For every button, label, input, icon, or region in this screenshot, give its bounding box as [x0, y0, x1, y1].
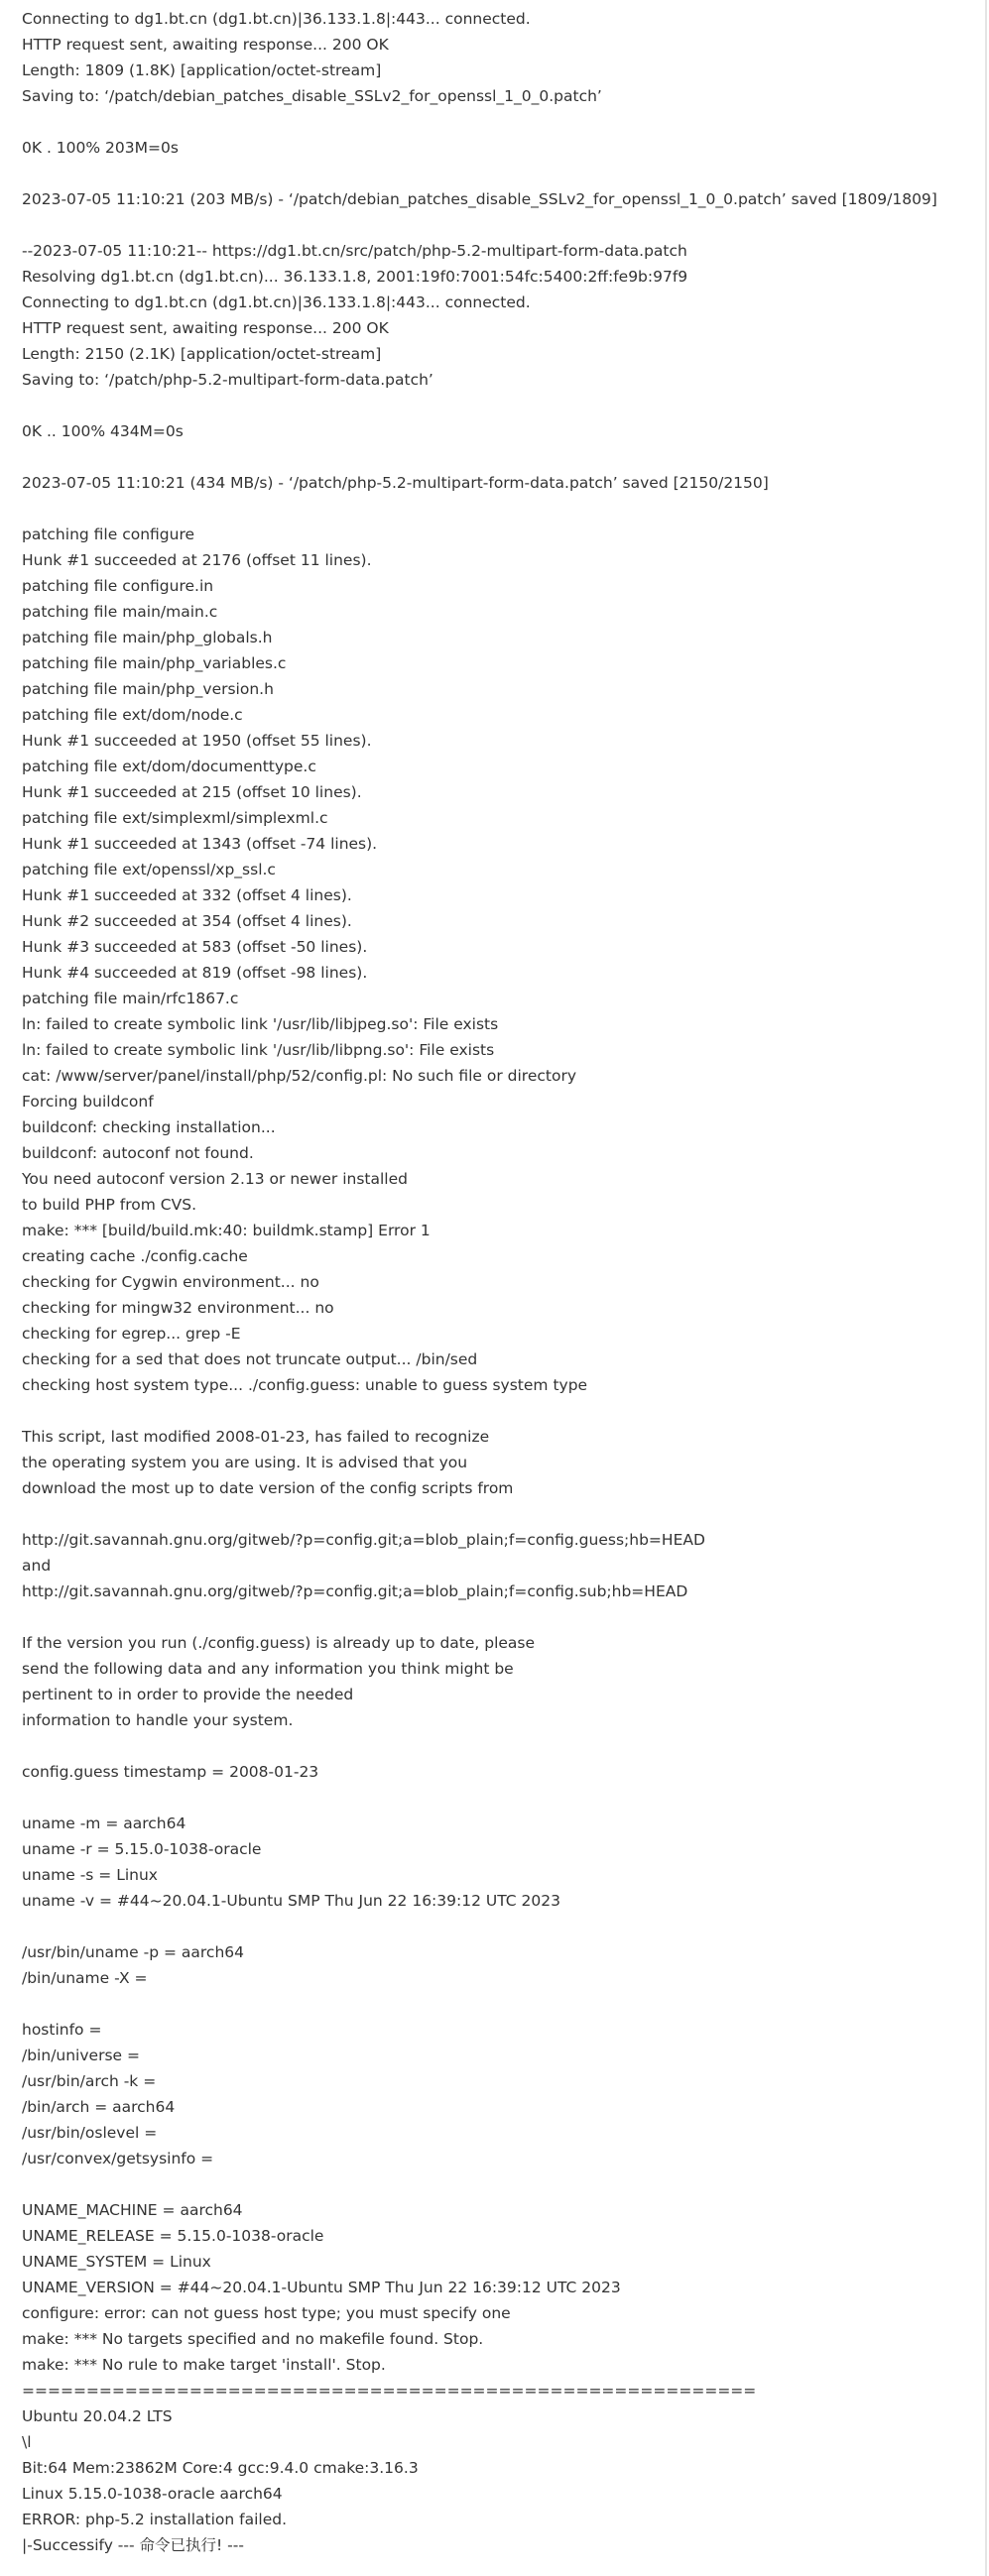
log-line: make: *** [build/build.mk:40: buildmk.stamp] Error 1: [22, 1222, 431, 1239]
log-line: creating cache ./config.cache: [22, 1247, 248, 1265]
log-line: Hunk #1 succeeded at 2176 (offset 11 lines).: [22, 551, 372, 569]
log-line: Saving to: ‘/patch/php-5.2-multipart-form-data.patch’: [22, 371, 433, 389]
log-line: uname -m = aarch64: [22, 1815, 186, 1832]
log-line: [22, 161, 981, 186]
log-line: HTTP request sent, awaiting response... 200 OK: [22, 319, 389, 337]
log-line: make: *** No targets specified and no makefile found. Stop.: [22, 2330, 484, 2348]
log-line: [22, 444, 981, 470]
log-line: /usr/bin/arch -k =: [22, 2072, 157, 2090]
log-line: checking for a sed that does not truncate output... /bin/sed: [22, 1350, 478, 1368]
log-line: UNAME_RELEASE = 5.15.0-1038-oracle: [22, 2227, 324, 2245]
log-line: UNAME_SYSTEM = Linux: [22, 2253, 211, 2271]
log-line: Hunk #1 succeeded at 215 (offset 10 lines).: [22, 783, 362, 801]
log-line: Hunk #1 succeeded at 1950 (offset 55 lines).: [22, 732, 372, 750]
log-line: UNAME_MACHINE = aarch64: [22, 2201, 243, 2219]
log-line: patching file main/rfc1867.c: [22, 990, 239, 1007]
log-line: 2023-07-05 11:10:21 (434 MB/s) - ‘/patch/php-5.2-multipart-form-data.patch’ saved [2150/2150]: [22, 474, 769, 492]
log-line: ln: failed to create symbolic link '/usr/lib/libpng.so': File exists: [22, 1041, 495, 1059]
log-line: Connecting to dg1.bt.cn (dg1.bt.cn)|36.133.1.8|:443... connected.: [22, 293, 531, 311]
install-log-output: [22, 6, 981, 2558]
log-line: Ubuntu 20.04.2 LTS: [22, 2407, 173, 2425]
log-line: /usr/convex/getsysinfo =: [22, 2150, 214, 2167]
log-line: ERROR: php-5.2 installation failed.: [22, 2511, 288, 2528]
log-line: patching file ext/openssl/xp_ssl.c: [22, 861, 276, 878]
log-line: [22, 212, 981, 238]
log-line: [22, 1991, 981, 2017]
log-line: Hunk #1 succeeded at 332 (offset 4 lines).: [22, 886, 352, 904]
log-line: configure: error: can not guess host type; you must specify one: [22, 2304, 511, 2322]
log-line: Length: 2150 (2.1K) [application/octet-stream]: [22, 345, 382, 363]
log-line: patching file main/php_version.h: [22, 680, 274, 698]
log-line: config.guess timestamp = 2008-01-23: [22, 1763, 319, 1781]
log-line: You need autoconf version 2.13 or newer installed: [22, 1170, 408, 1188]
log-line: Saving to: ‘/patch/debian_patches_disable_SSLv2_for_openssl_1_0_0.patch’: [22, 87, 602, 105]
log-line: /usr/bin/oslevel =: [22, 2124, 158, 2142]
log-line: 0K . 100% 203M=0s: [22, 139, 179, 157]
log-line: |-Successify --- 命令已执行! ---: [22, 2536, 244, 2554]
log-line: patching file ext/dom/documenttype.c: [22, 758, 316, 775]
log-line: to build PHP from CVS.: [22, 1196, 196, 1214]
log-line: This script, last modified 2008-01-23, has failed to recognize: [22, 1428, 490, 1446]
log-line: /bin/uname -X =: [22, 1969, 148, 1987]
log-line: information to handle your system.: [22, 1711, 294, 1729]
log-line: patching file configure.in: [22, 577, 214, 595]
log-line: Forcing buildconf: [22, 1093, 154, 1111]
log-line: [22, 496, 981, 522]
log-line: make: *** No rule to make target 'install'. Stop.: [22, 2356, 386, 2374]
log-line: checking host system type... ./config.guess: unable to guess system type: [22, 1376, 588, 1394]
log-line: /usr/bin/uname -p = aarch64: [22, 1943, 244, 1961]
log-line: Hunk #4 succeeded at 819 (offset -98 lines).: [22, 964, 368, 982]
log-line: cat: /www/server/panel/install/php/52/config.pl: No such file or directory: [22, 1067, 577, 1085]
log-line: [22, 1914, 981, 1939]
log-line: patching file main/php_globals.h: [22, 629, 273, 646]
log-line: Connecting to dg1.bt.cn (dg1.bt.cn)|36.133.1.8|:443... connected.: [22, 10, 531, 28]
log-line: [22, 1398, 981, 1424]
log-line: uname -s = Linux: [22, 1866, 158, 1884]
log-line: Hunk #2 succeeded at 354 (offset 4 lines).: [22, 912, 352, 930]
log-line: patching file configure: [22, 526, 195, 543]
log-line: HTTP request sent, awaiting response... 200 OK: [22, 36, 389, 54]
log-line: download the most up to date version of the config scripts from: [22, 1479, 514, 1497]
log-line: --2023-07-05 11:10:21-- https://dg1.bt.cn/src/patch/php-5.2-multipart-form-data.patch: [22, 242, 687, 260]
log-line: /bin/arch = aarch64: [22, 2098, 176, 2116]
log-line: Linux 5.15.0-1038-oracle aarch64: [22, 2485, 283, 2503]
log-line: Length: 1809 (1.8K) [application/octet-stream]: [22, 61, 382, 79]
log-line: [22, 2171, 981, 2197]
log-line: =========================================================: [22, 2382, 757, 2400]
log-line: checking for mingw32 environment... no: [22, 1299, 334, 1317]
log-line: [22, 1785, 981, 1811]
log-line: patching file ext/dom/node.c: [22, 706, 243, 724]
log-line: patching file main/main.c: [22, 603, 218, 621]
log-line: Bit:64 Mem:23862M Core:4 gcc:9.4.0 cmake:3.16.3: [22, 2459, 419, 2477]
log-line: Hunk #3 succeeded at 583 (offset -50 lines).: [22, 938, 368, 956]
log-line: \l: [22, 2433, 32, 2451]
log-line: uname -v = #44~20.04.1-Ubuntu SMP Thu Jun 22 16:39:12 UTC 2023: [22, 1892, 560, 1910]
log-line: pertinent to in order to provide the needed: [22, 1686, 354, 1703]
log-line: buildconf: autoconf not found.: [22, 1144, 254, 1162]
log-line: ln: failed to create symbolic link '/usr/lib/libjpeg.so': File exists: [22, 1015, 499, 1033]
log-line: 0K .. 100% 434M=0s: [22, 422, 184, 440]
log-line: Resolving dg1.bt.cn (dg1.bt.cn)... 36.133.1.8, 2001:19f0:7001:54fc:5400:2ff:fe9b:97f9: [22, 268, 688, 286]
log-line: and: [22, 1557, 52, 1575]
log-line: [22, 1604, 981, 1630]
log-line: [22, 393, 981, 418]
log-line: [22, 1501, 981, 1527]
log-line: patching file ext/simplexml/simplexml.c: [22, 809, 328, 827]
log-line: UNAME_VERSION = #44~20.04.1-Ubuntu SMP Thu Jun 22 16:39:12 UTC 2023: [22, 2279, 621, 2296]
log-line: uname -r = 5.15.0-1038-oracle: [22, 1840, 262, 1858]
log-line: buildconf: checking installation...: [22, 1118, 276, 1136]
log-line: http://git.savannah.gnu.org/gitweb/?p=config.git;a=blob_plain;f=config.sub;hb=HEAD: [22, 1582, 688, 1600]
log-line: hostinfo =: [22, 2021, 102, 2039]
log-line: send the following data and any information you think might be: [22, 1660, 514, 1678]
log-line: [22, 1733, 981, 1759]
log-line: /bin/universe =: [22, 2047, 140, 2064]
log-line: patching file main/php_variables.c: [22, 654, 287, 672]
log-line: http://git.savannah.gnu.org/gitweb/?p=config.git;a=blob_plain;f=config.guess;hb=HEAD: [22, 1531, 705, 1549]
log-line: the operating system you are using. It is advised that you: [22, 1454, 468, 1471]
log-line: 2023-07-05 11:10:21 (203 MB/s) - ‘/patch/debian_patches_disable_SSLv2_for_openssl_1_0_0.patch’ saved [1809/1809]: [22, 190, 937, 208]
log-line: checking for Cygwin environment... no: [22, 1273, 319, 1291]
log-line: checking for egrep... grep -E: [22, 1325, 241, 1343]
log-line: If the version you run (./config.guess) is already up to date, please: [22, 1634, 536, 1652]
log-line: Hunk #1 succeeded at 1343 (offset -74 lines).: [22, 835, 378, 853]
log-line: [22, 109, 981, 135]
